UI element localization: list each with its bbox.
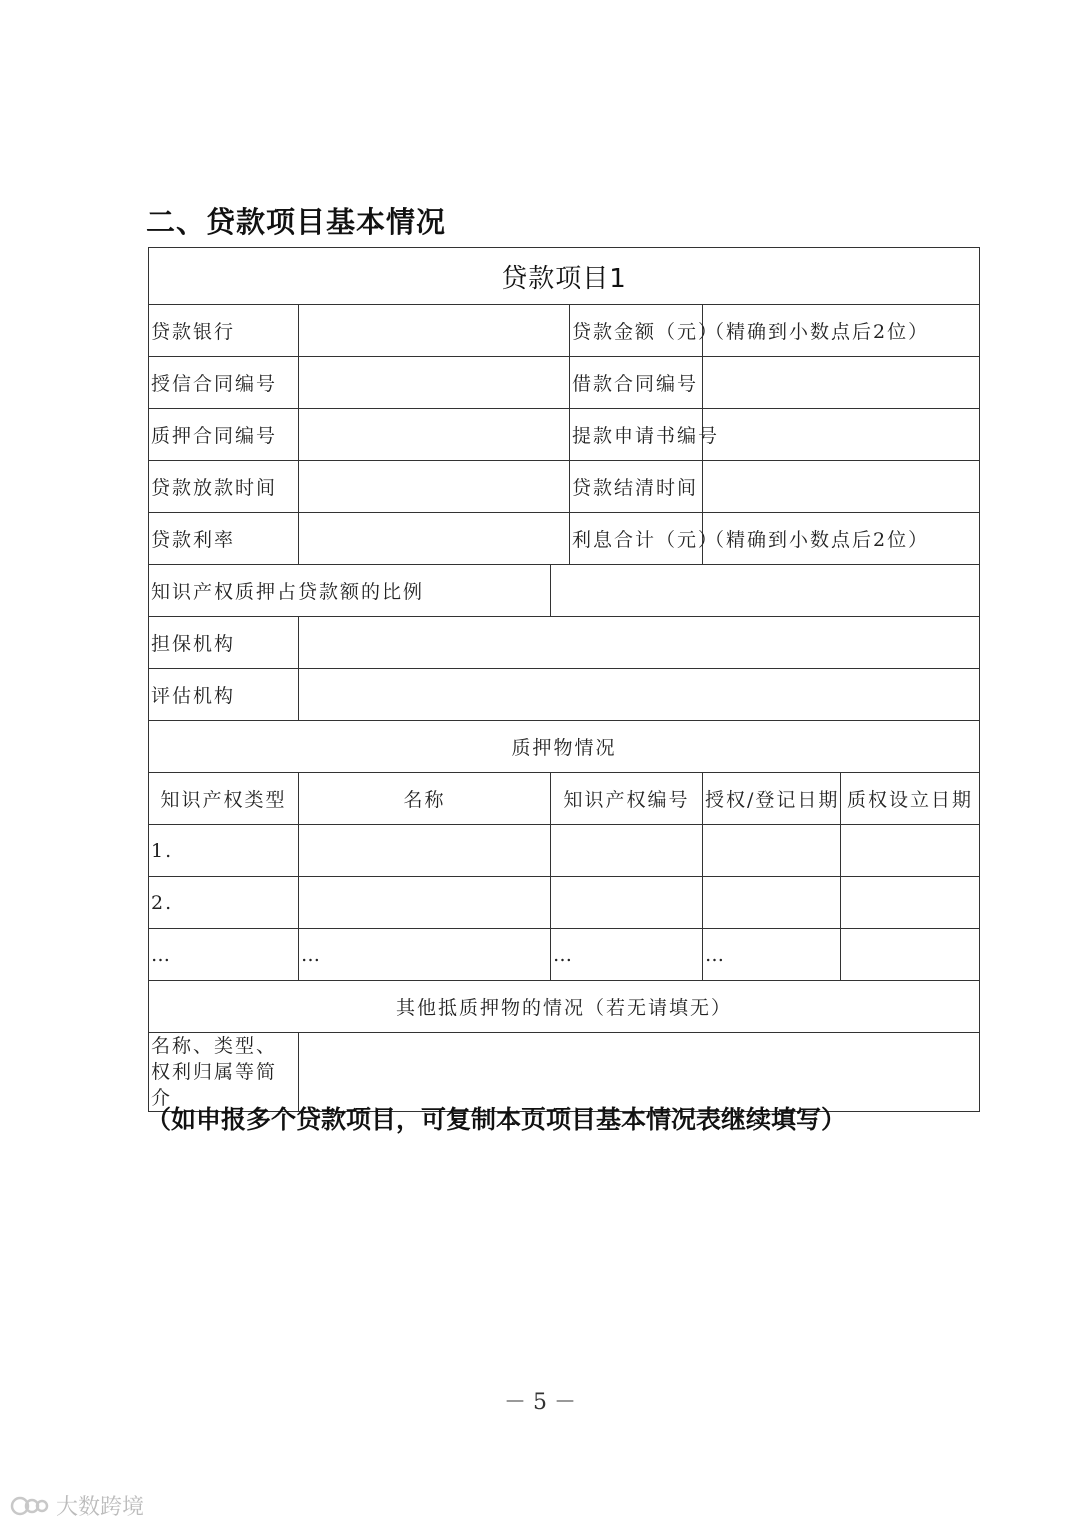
interest-rate-label: 贷款利率 xyxy=(149,513,299,565)
appraiser-field[interactable] xyxy=(299,669,980,721)
settlement-date-field[interactable] xyxy=(703,461,980,513)
appraiser-label: 评估机构 xyxy=(149,669,299,721)
pledge-cell[interactable] xyxy=(703,825,841,877)
withdrawal-request-field[interactable] xyxy=(703,409,980,461)
watermark-text: 大数跨境 xyxy=(56,1495,145,1520)
instruction-note: （如申报多个贷款项目，可复制本页项目基本情况表继续填写） xyxy=(146,1105,847,1134)
ip-ratio-label: 知识产权质押占贷款额的比例 xyxy=(149,565,551,617)
pledge-cell[interactable]: … xyxy=(551,929,703,981)
pledge-contract-label: 质押合同编号 xyxy=(149,409,299,461)
pledge-cell[interactable]: 1. xyxy=(149,825,299,877)
form-title: 贷款项目1 xyxy=(149,248,980,305)
ip-ratio-field[interactable] xyxy=(551,565,980,617)
pledge-cell[interactable]: … xyxy=(703,929,841,981)
watermark-logo-icon xyxy=(10,1494,50,1518)
loan-bank-field[interactable] xyxy=(299,305,570,357)
loan-contract-label: 借款合同编号 xyxy=(570,357,703,409)
page-number: － 5 － xyxy=(504,1390,576,1415)
table-row xyxy=(149,929,980,981)
pledge-section-header: 质押物情况 xyxy=(149,721,980,773)
pledge-cell[interactable] xyxy=(551,825,703,877)
table-row xyxy=(149,825,980,877)
guarantor-field[interactable] xyxy=(299,617,980,669)
interest-total-field[interactable]: （精确到小数点后2位） xyxy=(703,513,980,565)
pledge-cell[interactable] xyxy=(299,825,551,877)
loan-bank-label: 贷款银行 xyxy=(149,305,299,357)
section-title: 二、贷款项目基本情况 xyxy=(146,205,447,239)
interest-rate-field[interactable] xyxy=(299,513,570,565)
watermark xyxy=(10,1490,144,1521)
pledge-contract-field[interactable] xyxy=(299,409,570,461)
withdrawal-request-label: 提款申请书编号 xyxy=(570,409,703,461)
header-name: 名称 xyxy=(299,773,551,825)
pledge-cell[interactable]: 2. xyxy=(149,877,299,929)
pledge-cell[interactable] xyxy=(551,877,703,929)
credit-contract-field[interactable] xyxy=(299,357,570,409)
loan-amount-label: 贷款金额（元） xyxy=(570,305,703,357)
other-collateral-header: 其他抵质押物的情况（若无请填无） xyxy=(149,981,980,1033)
pledge-cell[interactable] xyxy=(299,877,551,929)
credit-contract-label: 授信合同编号 xyxy=(149,357,299,409)
other-collateral-label: 名称、类型、权利归属等简介 xyxy=(149,1033,299,1112)
interest-total-label: 利息合计（元） xyxy=(570,513,703,565)
header-pledge-date: 质权设立日期 xyxy=(841,773,980,825)
pledge-cell[interactable] xyxy=(841,877,980,929)
pledge-cell[interactable]: … xyxy=(299,929,551,981)
disbursement-date-field[interactable] xyxy=(299,461,570,513)
header-grant-date: 授权/登记日期 xyxy=(703,773,841,825)
header-ip-type: 知识产权类型 xyxy=(149,773,299,825)
loan-project-form xyxy=(148,247,980,1112)
settlement-date-label: 贷款结清时间 xyxy=(570,461,703,513)
loan-amount-field[interactable]: （精确到小数点后2位） xyxy=(703,305,980,357)
guarantor-label: 担保机构 xyxy=(149,617,299,669)
pledge-cell[interactable] xyxy=(841,825,980,877)
pledge-cell[interactable] xyxy=(841,929,980,981)
header-ip-number: 知识产权编号 xyxy=(551,773,703,825)
table-row xyxy=(149,877,980,929)
disbursement-date-label: 贷款放款时间 xyxy=(149,461,299,513)
pledge-cell[interactable]: … xyxy=(149,929,299,981)
loan-contract-field[interactable] xyxy=(703,357,980,409)
pledge-cell[interactable] xyxy=(703,877,841,929)
